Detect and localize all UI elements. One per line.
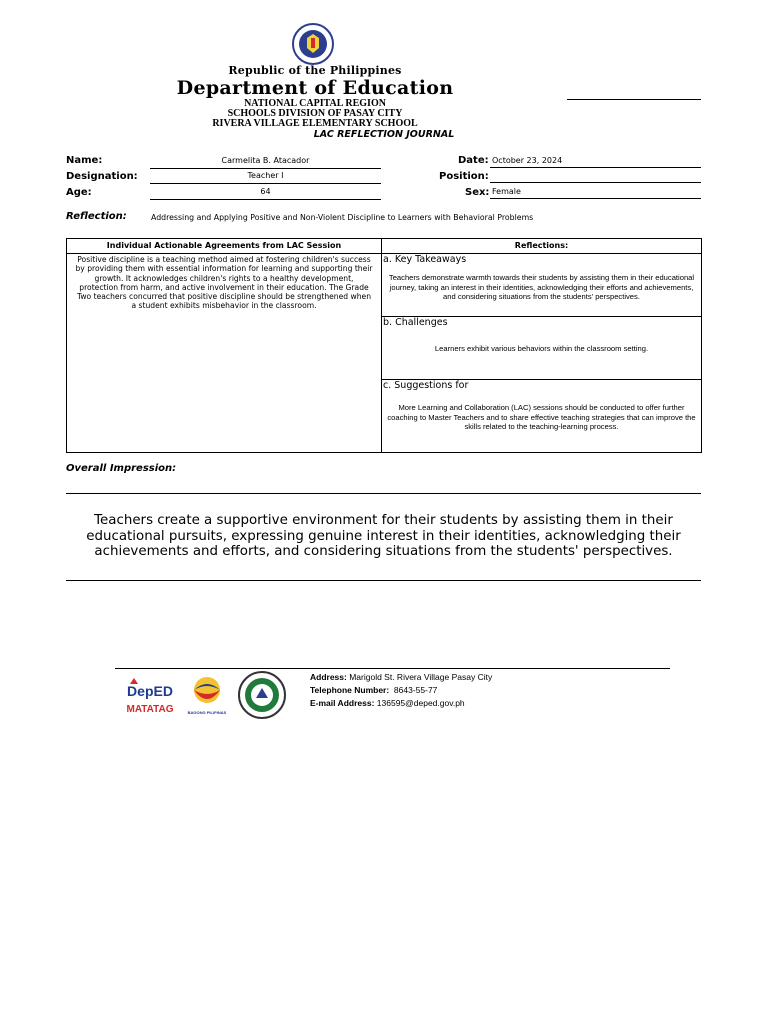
- deped-matatag-logo: [124, 676, 176, 718]
- name-field: Carmelita B. Atacador: [150, 155, 381, 169]
- phone-line: [310, 684, 492, 697]
- reflections-header: Reflections:: [382, 239, 702, 254]
- reflection-cell-challenges: [382, 317, 702, 380]
- reflection-topic: Addressing and Applying Positive and Non-Violent Discipline to Learners with Behavioral Problems: [151, 213, 534, 222]
- name-label: Name:: [66, 155, 103, 166]
- phone-value: 8643-55-77: [393, 685, 438, 695]
- department-title: Department of Education: [176, 77, 454, 99]
- challenges-body: Learners exhibit various behaviors within the classroom setting.: [434, 344, 649, 353]
- bagong-pilipinas-icon: [184, 674, 230, 716]
- agreements-cell: Positive discipline is a teaching method aimed at fostering children's success by providing them with essential information for learning and supporting their growth. It acknowledges children's rights to a healthy development, protection from harm, and active involvement in their education. The Grade Two teachers concurred that positive discipline should be strengthened when a student exhibits misbehavior in the classroom.: [67, 254, 382, 453]
- sex-label: Sex:: [465, 187, 490, 198]
- impression-rule-bottom: [66, 580, 701, 581]
- matatag-text: MATATAG: [126, 704, 174, 715]
- suggestions-heading: c. Suggestions for: [383, 380, 469, 391]
- takeaways-body: Teachers demonstrate warmth towards their students by assisting them in their educational journey, taking an interest in their identities, acknowledging their efforts and achievements, and considering situations from the students' perspectives.: [388, 273, 695, 301]
- bagong-text: BAGONG PILIPINAS: [187, 710, 227, 715]
- footer-rule: [115, 668, 670, 669]
- region-text: NATIONAL CAPITAL REGION: [244, 98, 386, 109]
- deped-seal-icon: [282, 22, 344, 66]
- address-label: Address:: [310, 672, 347, 682]
- reflection-label: Reflection:: [66, 211, 127, 222]
- email-value: 136595@deped.gov.ph: [376, 698, 465, 708]
- age-field: 64: [150, 186, 381, 200]
- school-seal-icon: [237, 670, 287, 720]
- email-label: E-mail Address:: [310, 698, 375, 708]
- email-line: [310, 697, 492, 710]
- lac-table: [66, 238, 702, 453]
- phone-label: Telephone Number:: [310, 685, 390, 695]
- reflection-cell-takeaways: [382, 254, 702, 317]
- overall-impression-text: Teachers create a supportive environment for their students by assisting them in their educational pursuits, expressing genuine interest in their identities, acknowledging their achievements and efforts, and considering situations from the students' perspectives.: [86, 513, 681, 559]
- deped-logo-text: DepED: [127, 683, 173, 699]
- school-text: RIVERA VILLAGE ELEMENTARY SCHOOL: [212, 118, 418, 129]
- header-rule: [567, 99, 701, 100]
- overall-impression-label: Overall Impression:: [66, 463, 177, 474]
- republic-text: Republic of the Philippines: [228, 64, 402, 77]
- position-field: [490, 170, 701, 183]
- deped-logo-icon: [124, 676, 176, 718]
- suggestions-body: More Learning and Collaboration (LAC) sessions should be conducted to offer further coaching to Master Teachers and to share effective teaching strategies that can improve the skills related to the teaching-learning process.: [387, 403, 696, 431]
- challenges-heading: b. Challenges: [383, 317, 448, 328]
- takeaways-heading: a. Key Takeaways: [383, 254, 467, 265]
- date-field: October 23, 2024: [490, 155, 701, 168]
- bagong-pilipinas-logo: [184, 674, 230, 716]
- designation-field: Teacher I: [150, 170, 381, 184]
- contact-info: [310, 671, 492, 710]
- designation-label: Designation:: [66, 171, 138, 182]
- letterhead: [150, 64, 480, 129]
- address-line: [310, 671, 492, 684]
- table-row: [67, 254, 702, 317]
- impression-rule-top: [66, 493, 701, 494]
- table-header-row: [67, 239, 702, 254]
- sex-field: Female: [490, 186, 701, 199]
- agreements-header: Individual Actionable Agreements from LAC Session: [67, 239, 382, 254]
- address-value: Marigold St. Rivera Village Pasay City: [349, 672, 493, 682]
- division-text: SCHOOLS DIVISION OF PASAY CITY: [227, 108, 403, 119]
- reflection-cell-suggestions: [382, 380, 702, 453]
- date-label: Date:: [458, 155, 489, 166]
- age-label: Age:: [66, 187, 92, 198]
- journal-title: LAC REFLECTION JOURNAL: [313, 129, 455, 140]
- position-label: Position:: [439, 171, 489, 182]
